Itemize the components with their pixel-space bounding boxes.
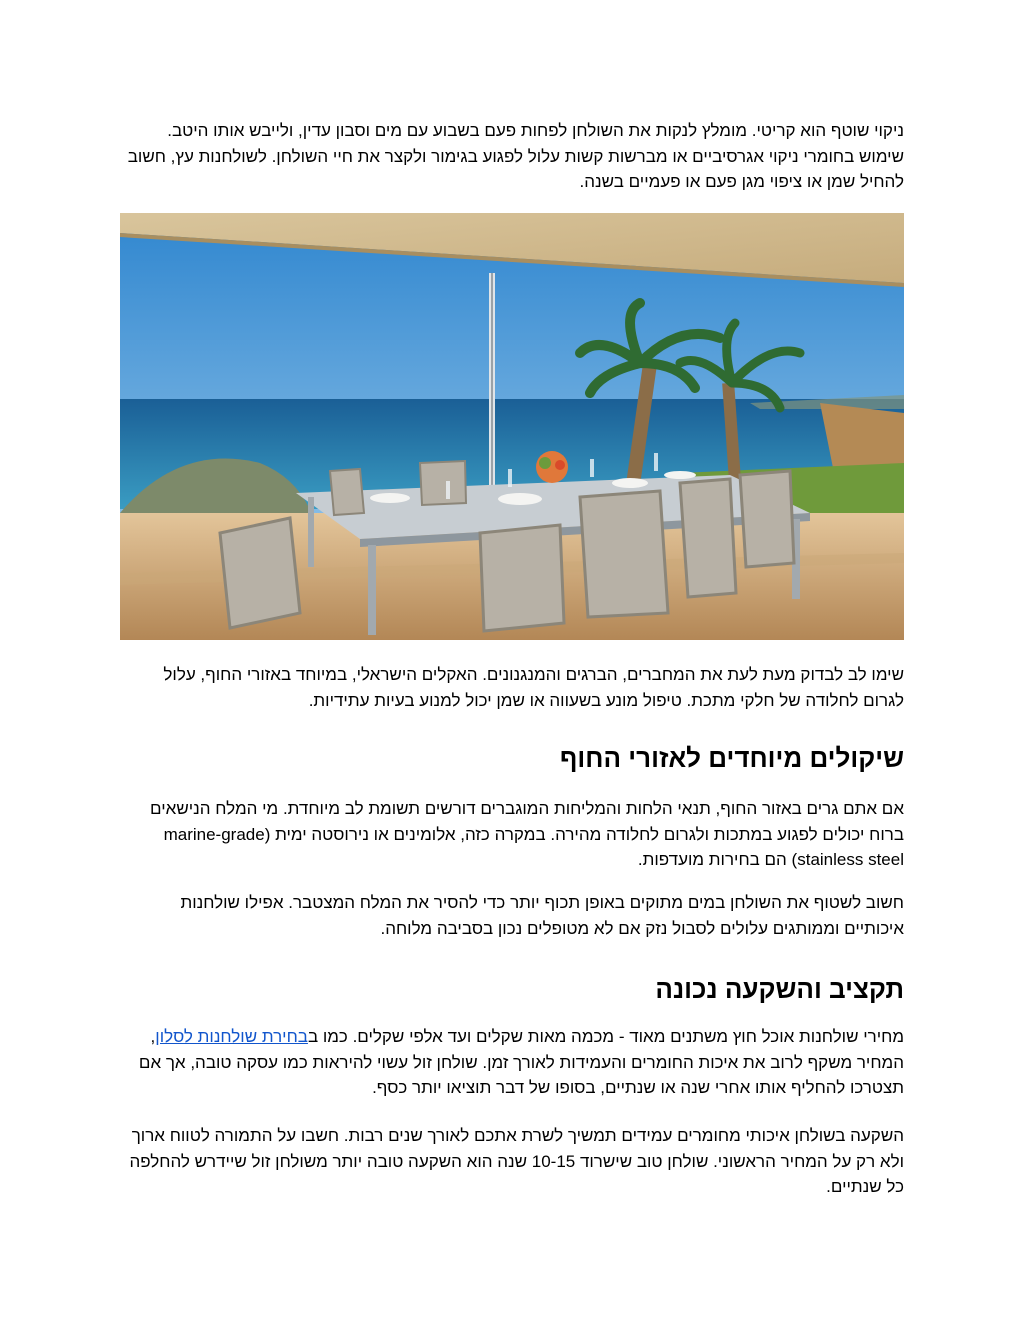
paragraph-prices-text-end: , המחיר משקף לרוב את איכות החומרים והעמידות לאורך זמן. שולחן זול עשוי להיראות כמו עסקה טובה, אך אם תצטרכו להחליף אותו אחרי שנה או שנתיים, בסופו של דבר תוציאו יותר כסף. — [138, 1027, 904, 1097]
paragraph-hardware-check: שימו לב לבדוק מעת לעת את המחברים, הברגים והמנגנונים. האקלים הישראלי, במיוחד באזורי החוף, עלול לגרום לחלודה של חלקי מתכת. טיפול מונע בשעווה או שמן יכול למנוע בעיות עתידיות. — [163, 665, 904, 710]
paragraph-cleaning: ניקוי שוטף הוא קריטי. מומלץ לנקות את השולחן לפחות פעם בשבוע עם מים וסבון עדין, ולייבש אותו היטב. שימוש בחומרי ניקוי אגרסיביים או מברשות קשות עלול לפגוע בגימור ולקצר את חיי השולחן. לשולחנות עץ, חשוב להחיל שמן או ציפוי מגן פעם או פעמיים בשנה. — [127, 121, 904, 191]
paragraph-prices-text-start: מחירי שולחנות אוכל חוץ משתנים מאוד - מכמה מאות שקלים ועד אלפי שקלים. כמו ב — [307, 1027, 904, 1046]
patio-dining-photo — [120, 213, 904, 640]
paragraph-coastal-conditions: אם אתם גרים באזור החוף, תנאי הלחות והמליחות המוגברים דורשים תשומת לב מיוחדת. מי המלח הנישאים ברוח יכולים לפגוע במתכות ולגרום לחלודה מהירה. במקרה כזה, אלומינים או נירוסטה ימית (marine-grade stainless steel) הם בחירות מועדפות. — [150, 799, 904, 869]
heading-budget-investment: תקציב והשקעה נכונה — [655, 974, 904, 1004]
paragraph-long-term-investment: השקעה בשולחן איכותי מחומרים עמידים תמשיך לשרת אתכם לאורך שנים רבות. חשבו על התמורה לטווח ארוך ולא רק על המחיר הראשוני. שולחן טוב שישרוד 10-15 שנה הוא השקעה טובה יותר משולחן זול שיידרש להחלפה כל שנתיים. — [129, 1126, 904, 1196]
living-room-tables-link[interactable]: בחירת שולחנות לסלון — [155, 1027, 308, 1046]
heading-coastal-considerations: שיקולים מיוחדים לאזורי החוף — [559, 743, 904, 773]
paragraph-rinse-salt: חשוב לשטוף את השולחן במים מתוקים באופן תכוף יותר כדי להסיר את המלח המצטבר. אפילו שולחנות איכותיים וממותגים עלולים לסבול נזק אם לא מטופלים נכון בסביבה מלוחה. — [180, 893, 904, 938]
paragraph-prices — [120, 1024, 904, 1101]
